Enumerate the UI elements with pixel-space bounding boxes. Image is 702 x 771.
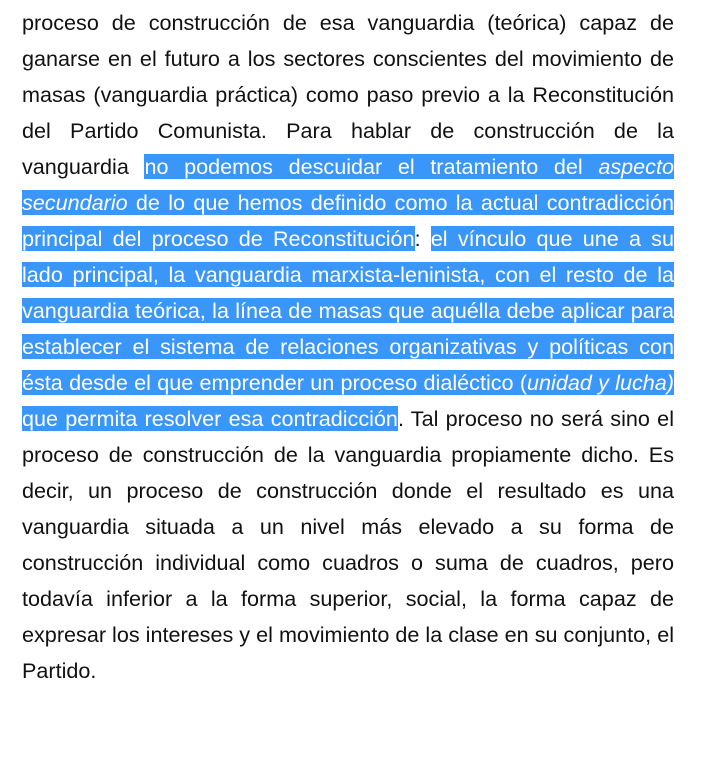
- selected-text-run: que permita resolver esa contradicción: [22, 406, 398, 431]
- selected-italic-unidad-y-lucha: unidad y lucha): [527, 370, 674, 395]
- selected-text-run: de lo que hemos definido como la actual contradicción principal del proceso de Reconstitución: [22, 190, 674, 251]
- selected-text-run: el vínculo que une a su lado principal, la vanguardia marxista-leninista, con el resto de la vanguardia teórica, la línea de masas que aquélla debe aplicar para establecer el sistema de relaciones organizativas y políticas con ésta desde el que emprender un proceso dialéctico (: [22, 226, 674, 395]
- paragraph-colon: :: [414, 226, 431, 251]
- selected-italic-aspecto-secundario: aspecto secundario: [22, 154, 674, 215]
- document-body: [22, 5, 674, 689]
- paragraph-text-after-selection: . Tal proceso no será sino el proceso de construcción de la vanguardia propiamente dicho. Es decir, un proceso de construcción donde el resultado es una vanguardia situada a un nivel más elevado a su forma de construcción individual como cuadros o suma de cuadros, pero todavía inferior a la forma superior, social, la forma capaz de expresar los intereses y el movimiento de la clase en su conjunto, el Partido.: [22, 406, 674, 683]
- paragraph-text-before-selection: proceso de construcción de esa vanguardia (teórica) capaz de ganarse en el futuro a los sectores conscientes del movimiento de masas (vanguardia práctica) como paso previo a la Reconstitución del Partido Comunista. Para hablar de construcción de la vanguardia: [22, 10, 674, 179]
- selected-text-run: no podemos descuidar el tratamiento del: [144, 154, 599, 179]
- selected-text-2[interactable]: [22, 226, 674, 431]
- paragraph: [22, 5, 674, 689]
